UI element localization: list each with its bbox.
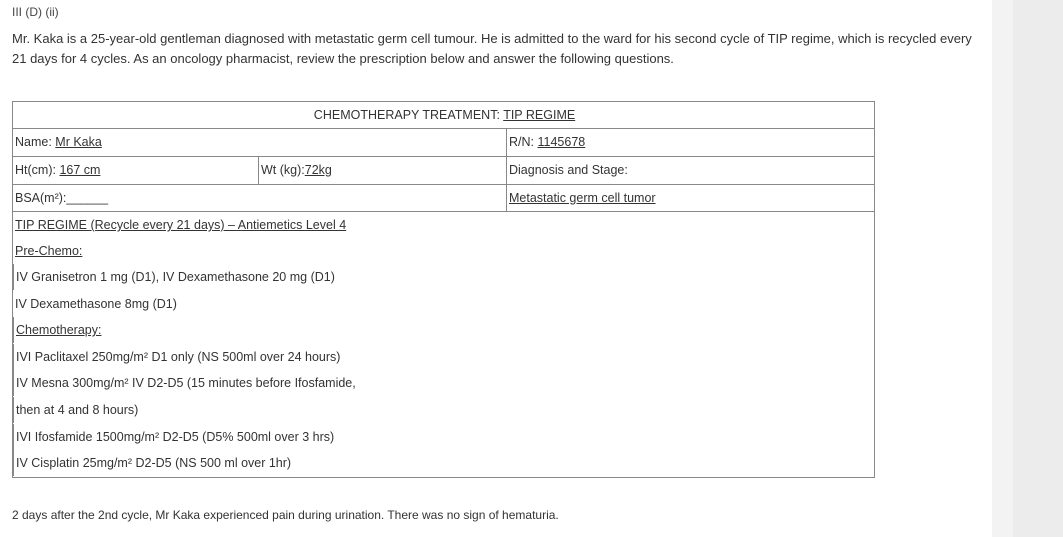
chemo-heading: Chemotherapy: <box>13 317 101 343</box>
bsa-label: BSA(m²): <box>15 191 67 205</box>
chemo-line: IVI Ifosfamide 1500mg/m² D2-D5 (D5% 500ml over 3 hrs) <box>13 424 334 450</box>
bsa-field <box>13 185 108 211</box>
chemo-line: then at 4 and 8 hours) <box>13 397 138 423</box>
regime-line: TIP REGIME (Recycle every 21 days) – Antiemetics Level 4 <box>15 218 347 232</box>
diagnosis-label: Diagnosis and Stage: <box>509 163 628 177</box>
prechemo-line: IV Dexamethasone 8mg (D1) <box>15 297 177 311</box>
prescription-title <box>13 102 874 128</box>
title-regime: TIP REGIME <box>503 108 576 122</box>
title-prefix: CHEMOTHERAPY TREATMENT: <box>313 108 504 122</box>
name-label: Name: <box>15 135 56 149</box>
ht-value: 167 cm <box>59 163 101 177</box>
right-side-panel <box>1013 0 1063 537</box>
patient-name-row <box>13 129 874 157</box>
question-label: III (D) (ii) <box>12 5 59 19</box>
prechemo-heading: Pre-Chemo: <box>15 244 83 258</box>
chemo-line: IV Mesna 300mg/m² IV D2-D5 (15 minutes before Ifosfamide, <box>13 370 356 396</box>
wt-label: Wt (kg): <box>261 163 305 177</box>
ht-label: Ht(cm): <box>15 163 60 177</box>
follow-up-text: 2 days after the 2nd cycle, Mr Kaka experienced pain during urination. There was no sign of hematuria. <box>12 508 559 522</box>
wt-value: 72kg <box>304 163 332 177</box>
record-number <box>507 129 585 156</box>
intro-paragraph: Mr. Kaka is a 25-year-old gentleman diagnosed with metastatic germ cell tumour. He is admitted to the ward for his second cycle of TIP regime, which is recycled every 21 days for 4 cycles. As an oncology pharmacist, review the prescription below and answer the following questions. <box>12 31 972 66</box>
rn-value: 1145678 <box>537 135 586 149</box>
prescription-title-row <box>13 102 874 129</box>
chemo-line: IV Cisplatin 25mg/m² D2-D5 (NS 500 ml over 1hr) <box>13 450 291 476</box>
measurements-row <box>13 157 874 185</box>
patient-name <box>13 129 102 156</box>
prechemo-line: IV Granisetron 1 mg (D1), IV Dexamethasone 20 mg (D1) <box>13 264 335 290</box>
chemo-line: IVI Paclitaxel 250mg/m² D1 only (NS 500ml over 24 hours) <box>13 344 340 370</box>
diagnosis-value: Metastatic germ cell tumor <box>509 191 656 205</box>
bsa-blank: ______ <box>66 191 109 205</box>
prescription-table <box>12 101 875 478</box>
bsa-row <box>13 185 874 212</box>
height-field <box>13 157 100 184</box>
rn-label: R/N: <box>509 135 538 149</box>
name-value: Mr Kaka <box>55 135 102 149</box>
weight-field <box>259 157 332 184</box>
regime-details <box>13 212 506 477</box>
